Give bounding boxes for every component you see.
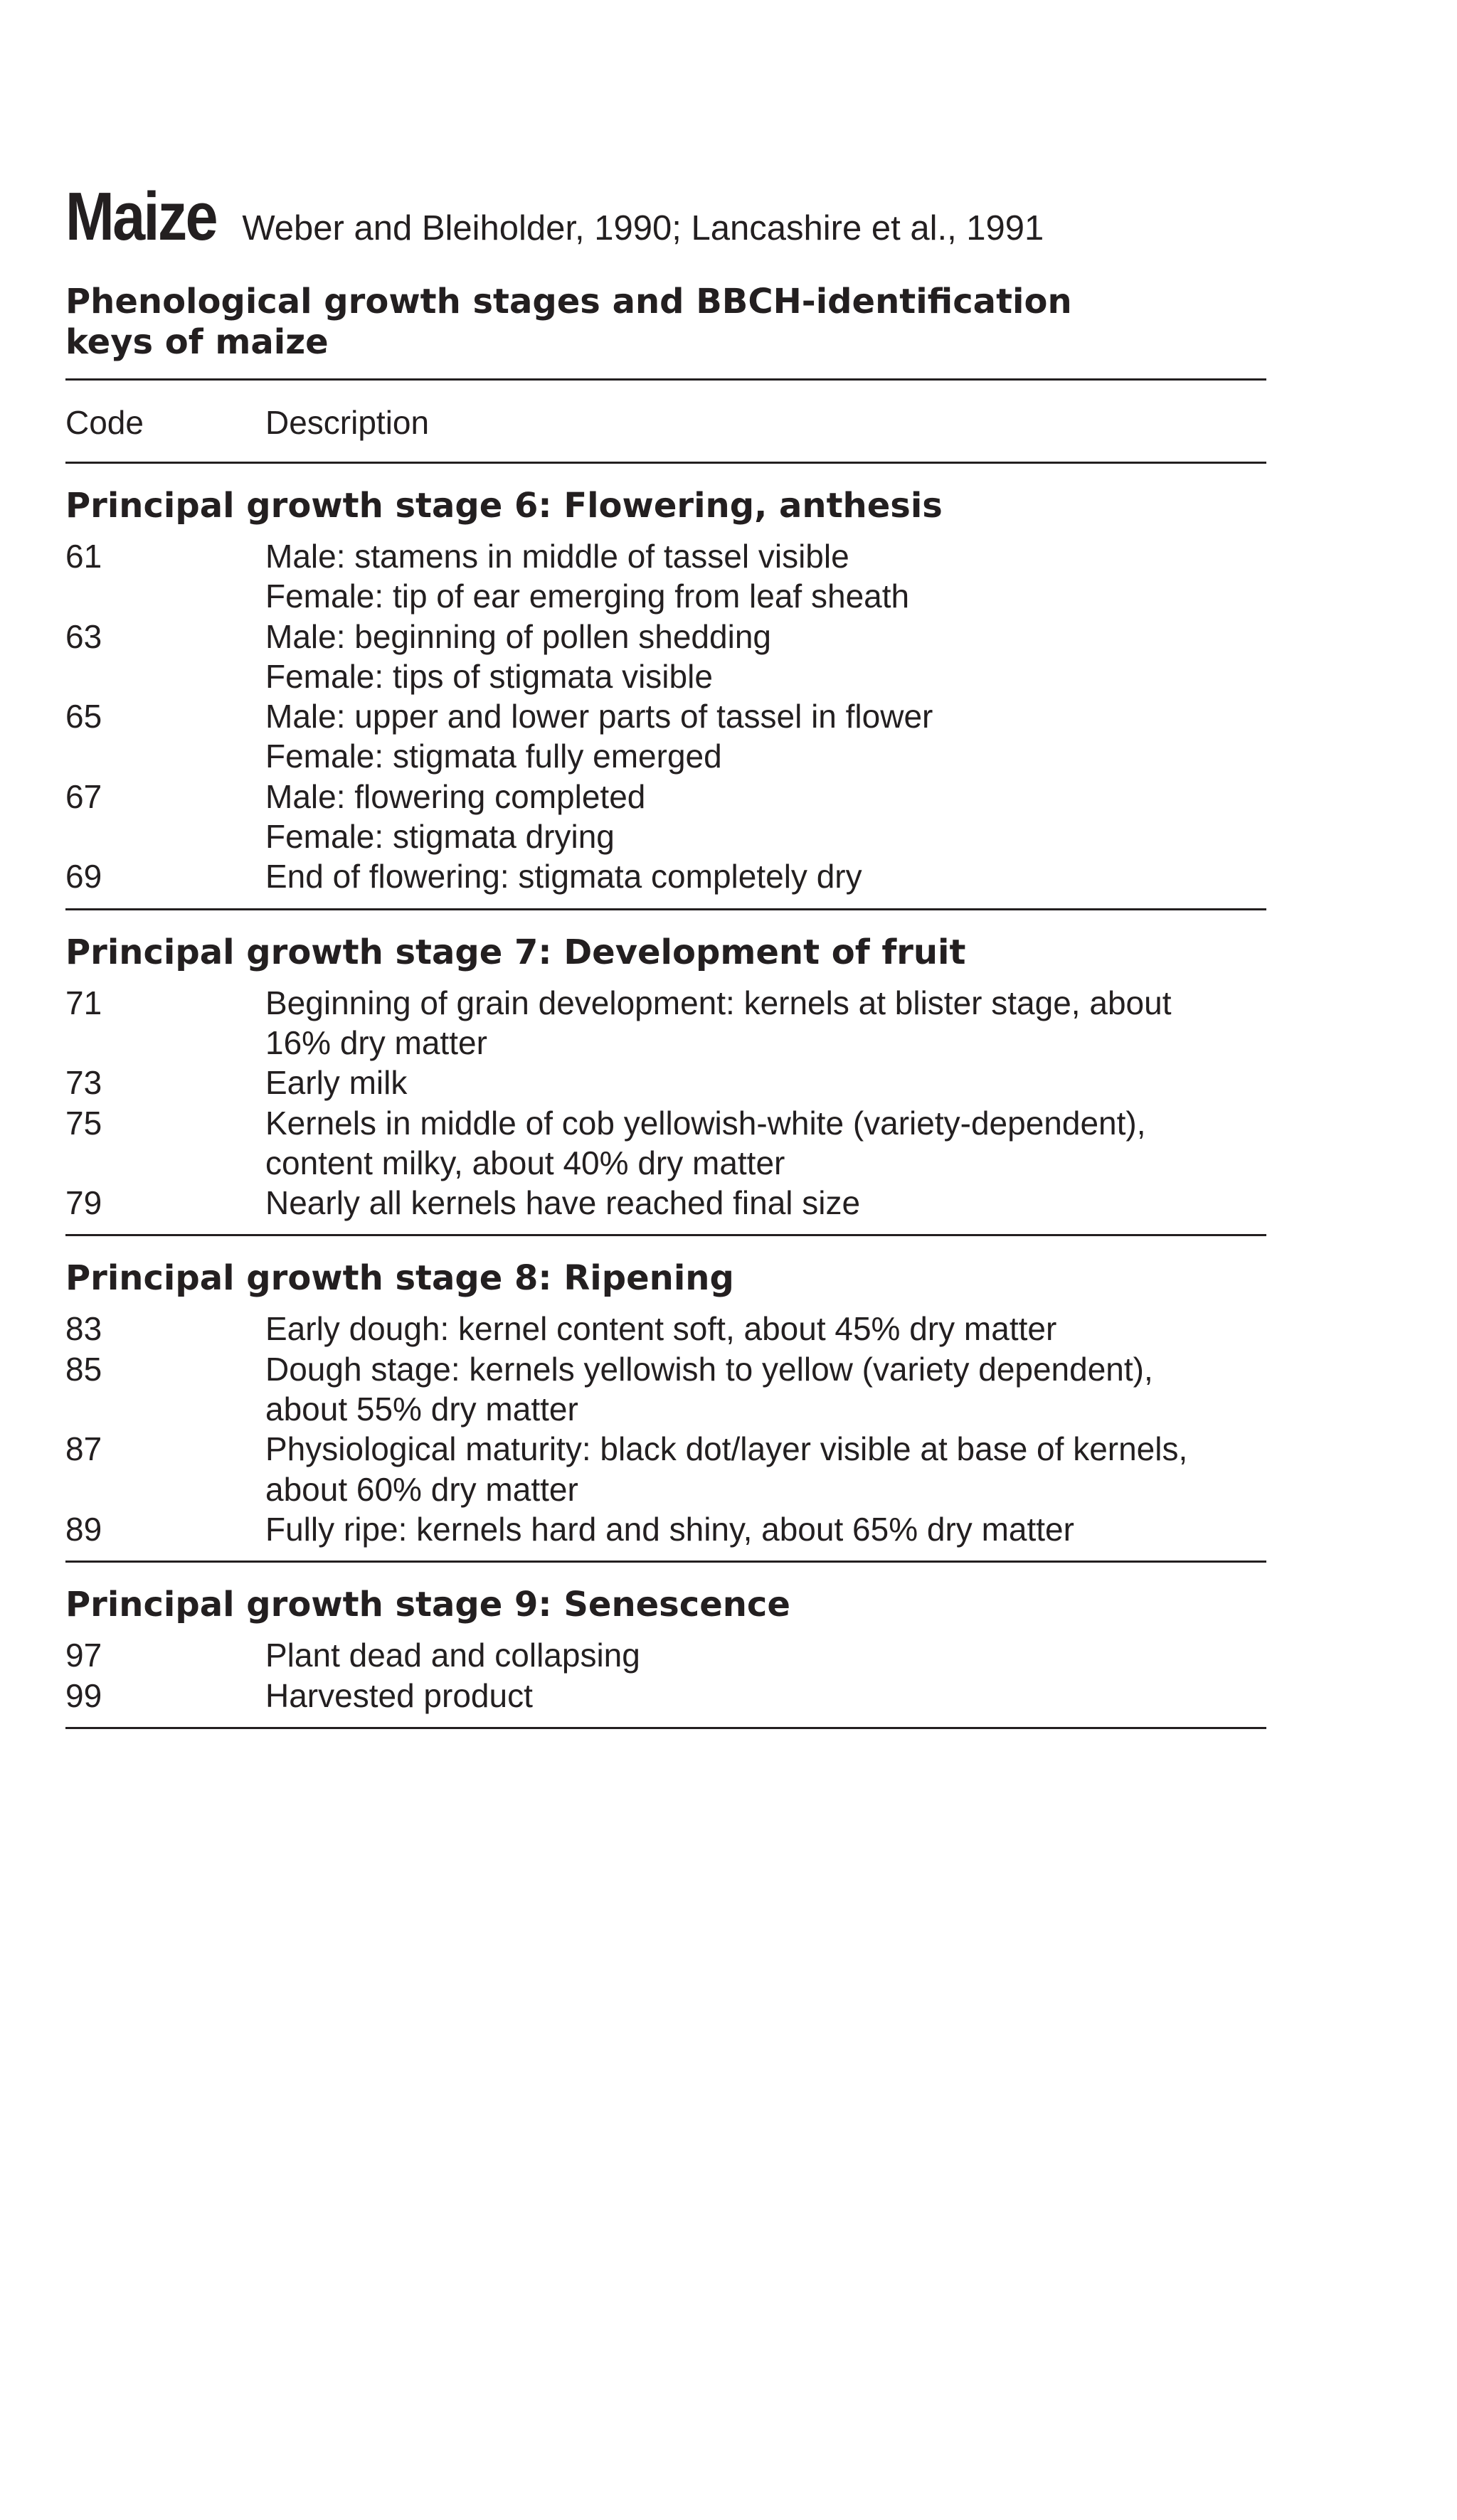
section-rows (65, 1309, 1266, 1561)
description-line: Early dough: kernel content soft, about 45% dry matter (265, 1310, 1057, 1348)
stage-description (265, 1103, 1266, 1184)
table-body (65, 464, 1266, 1729)
table-row (65, 983, 1266, 1063)
description-line: Dough stage: kernels yellowish to yellow (variety dependent), (265, 1350, 1153, 1388)
table-row (65, 1635, 1266, 1675)
section-rows (65, 1635, 1266, 1727)
stage-description (265, 1676, 1266, 1716)
table-row (65, 1103, 1266, 1184)
table-row (65, 1349, 1266, 1430)
stage-code: 71 (65, 984, 102, 1021)
description-line: Kernels in middle of cob yellowish-white (variety-dependent), (265, 1104, 1146, 1142)
section-title: Principal growth stage 6: Flowering, anthesis (65, 486, 943, 526)
description-line: Male: beginning of pollen shedding (265, 617, 771, 655)
stage-code: 89 (65, 1510, 102, 1548)
description-line: about 55% dry matter (265, 1391, 578, 1428)
stage-code: 79 (65, 1184, 102, 1222)
description-line: Male: stamens in middle of tassel visible (265, 538, 849, 575)
description-line: 16% dry matter (265, 1024, 487, 1061)
section-title: Principal growth stage 9: Senescence (65, 1585, 790, 1625)
section-rows (65, 983, 1266, 1235)
growth-stage-section (65, 464, 1266, 910)
table-row (65, 856, 1266, 896)
description-line: End of flowering: stigmata completely dry (265, 858, 862, 895)
stage-description (265, 1063, 1266, 1102)
stage-description (265, 777, 1266, 857)
stage-description (265, 1183, 1266, 1223)
table-row (65, 1309, 1266, 1349)
description-line: Beginning of grain development: kernels at blister stage, about (265, 984, 1172, 1021)
description-line: Female: tip of ear emerging from leaf sheath (265, 578, 910, 615)
table-row (65, 777, 1266, 857)
stage-code: 61 (65, 538, 102, 575)
description-line: Harvested product (265, 1676, 533, 1714)
stage-description (265, 617, 1266, 697)
growth-stage-section (65, 910, 1266, 1237)
stage-description (265, 1429, 1266, 1509)
table-row (65, 617, 1266, 697)
stage-code: 83 (65, 1310, 102, 1348)
table-header (65, 381, 1266, 462)
section-rule (65, 1727, 1266, 1729)
description-line: Male: flowering completed (265, 777, 646, 815)
table-row (65, 1429, 1266, 1509)
stage-code: 67 (65, 777, 102, 815)
stage-code: 69 (65, 858, 102, 895)
stage-description (265, 856, 1266, 896)
description-line: Female: stigmata drying (265, 818, 615, 856)
description-line: Early milk (265, 1064, 408, 1102)
description-line: Plant dead and collapsing (265, 1637, 640, 1674)
table-row (65, 1509, 1266, 1549)
document-heading (65, 178, 1266, 256)
description-line: Physiological maturity: black dot/layer visible at base of kernels, (265, 1430, 1188, 1468)
table-row (65, 536, 1266, 617)
stage-description (265, 1509, 1266, 1549)
section-title: Principal growth stage 8: Ripening (65, 1258, 734, 1299)
stage-description (265, 696, 1266, 777)
stage-code: 63 (65, 617, 102, 655)
description-line: Female: tips of stigmata visible (265, 657, 713, 695)
description-line: about 60% dry matter (265, 1470, 578, 1508)
description-line: Male: upper and lower parts of tassel in flower (265, 698, 933, 735)
section-title: Principal growth stage 7: Development of fruit (65, 932, 966, 972)
section-rows (65, 536, 1266, 908)
table-caption: Phenological growth stages and BBCH-identification keys of maize (65, 282, 1072, 362)
stage-description (265, 1309, 1266, 1349)
page-title: Maize (65, 179, 216, 255)
description-line: Fully ripe: kernels hard and shiny, about 65% dry matter (265, 1510, 1074, 1548)
stage-code: 97 (65, 1637, 102, 1674)
stage-description (265, 536, 1266, 617)
description-line: content milky, about 40% dry matter (265, 1144, 785, 1181)
column-header-description: Description (265, 404, 430, 441)
table-row (65, 1063, 1266, 1102)
stage-description (265, 1349, 1266, 1430)
stage-description (265, 983, 1266, 1063)
table-row (65, 696, 1266, 777)
description-line: Nearly all kernels have reached final size (265, 1184, 861, 1222)
growth-stage-section (65, 1563, 1266, 1729)
table-row (65, 1183, 1266, 1223)
column-header-code: Code (65, 404, 144, 441)
growth-stage-section (65, 1236, 1266, 1563)
stage-code: 85 (65, 1350, 102, 1388)
description-line: Female: stigmata fully emerged (265, 738, 722, 775)
stage-code: 75 (65, 1104, 102, 1142)
stage-code: 65 (65, 698, 102, 735)
stage-description (265, 1635, 1266, 1675)
stage-code: 73 (65, 1064, 102, 1102)
stage-code: 99 (65, 1676, 102, 1714)
stage-code: 87 (65, 1430, 102, 1468)
citation: Weber and Bleiholder, 1990; Lancashire et al., 1991 (242, 209, 1044, 248)
table-row (65, 1676, 1266, 1716)
document-page (65, 178, 1266, 1729)
